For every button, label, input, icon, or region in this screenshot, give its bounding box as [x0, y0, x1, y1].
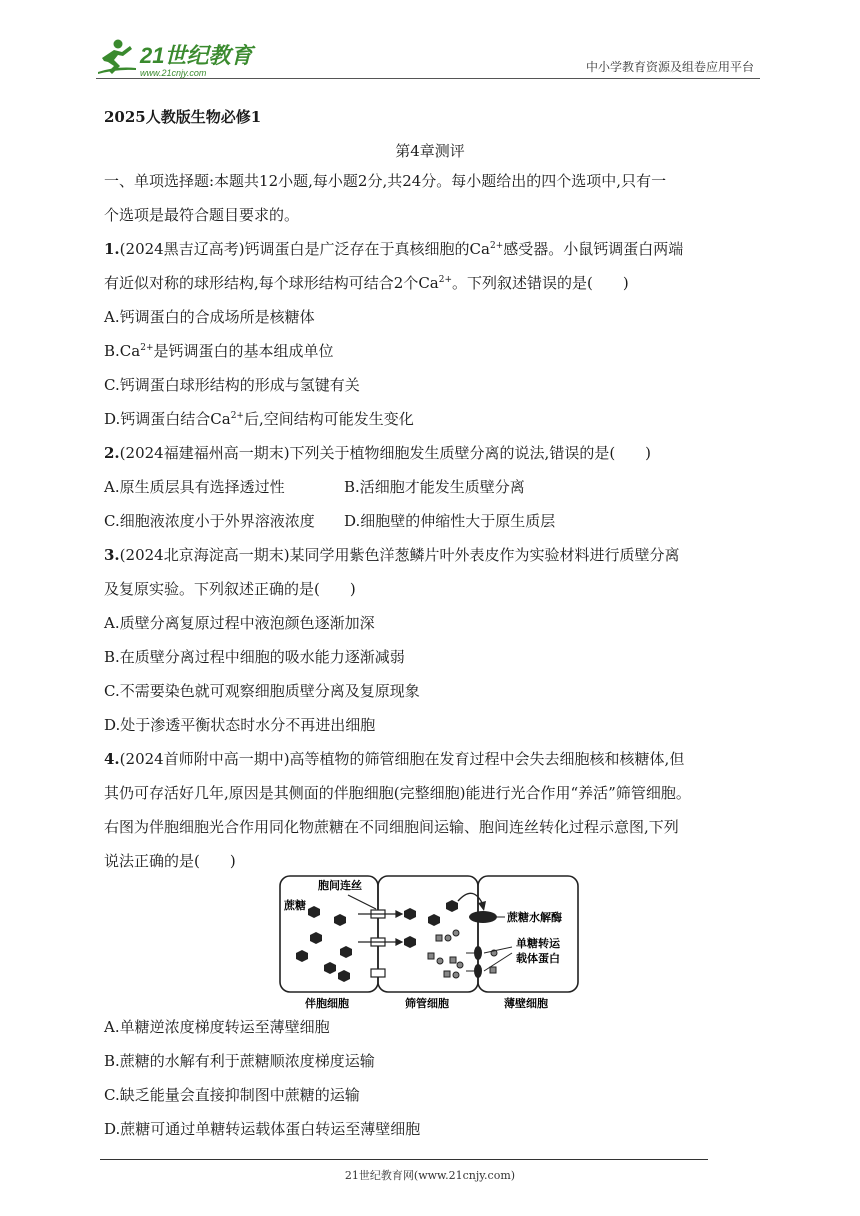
q1-sup-3: 2+ — [140, 343, 154, 353]
q4-option-b: B.蔗糖的水解有利于蔗糖顺浓度梯度运输 — [104, 1052, 375, 1070]
label-transporter-line-2: 载体蛋白 — [516, 952, 560, 965]
q4-stem-line-2: 其仍可存活好几年,原因是其侧面的伴胞细胞(完整细胞)能进行光合作用“养活”筛管细胞。 — [104, 784, 691, 802]
q1-stem-line-1 — [104, 238, 683, 260]
q2-option-c: C.细胞液浓度小于外界溶液浓度 — [104, 512, 315, 530]
q3-option-c: C.不需要染色就可观察细胞质壁分离及复原现象 — [104, 682, 420, 700]
header-divider — [96, 78, 760, 79]
document-title: 2025人教版生物必修1 — [104, 108, 262, 126]
sucrose-transport-diagram — [278, 873, 580, 1014]
q1-sup-2: 2+ — [438, 275, 453, 285]
q2-stem-text: (2024福建福州高一期末)下列关于植物细胞发生质壁分离的说法,错误的是( ) — [119, 444, 652, 462]
q1-sup-4: 2+ — [230, 411, 244, 421]
section-intro-line-1: 一、单项选择题:本题共12小题,每小题2分,共24分。每小题给出的四个选项中,只有一 — [104, 172, 667, 190]
invertase-enzyme — [469, 911, 497, 923]
q1-number: 1. — [104, 240, 120, 258]
label-companion-cell: 伴胞细胞 — [305, 997, 349, 1010]
q4-option-a: A.单糖逆浓度梯度转运至薄壁细胞 — [104, 1018, 330, 1036]
q1-option-d-part1: D.钙调蛋白结合Ca — [104, 410, 231, 428]
hydrolysis-arrowhead — [478, 901, 486, 911]
q1-stem-1b: 感受器。小鼠钙调蛋白两端 — [503, 240, 684, 258]
q1-stem-line-2 — [104, 272, 629, 294]
q3-option-b: B.在质壁分离过程中细胞的吸水能力逐渐减弱 — [104, 648, 405, 666]
q1-option-d — [104, 408, 414, 430]
label-sucrose: 蔗糖 — [284, 899, 306, 912]
label-invertase: 蔗糖水解酶 — [507, 911, 562, 924]
q1-option-b — [104, 340, 334, 362]
chapter-title: 第4章测评 — [395, 142, 465, 160]
q3-option-d: D.处于渗透平衡状态时水分不再进出细胞 — [104, 716, 376, 734]
site-logo — [96, 36, 266, 80]
monosaccharides — [428, 930, 497, 978]
sieve-tube-cell — [378, 876, 478, 992]
q1-option-d-part2: 后,空间结构可能发生变化 — [243, 410, 414, 428]
q3-stem-line-1 — [104, 544, 680, 566]
q3-stem-line-2: 及复原实验。下列叙述正确的是( ) — [104, 580, 356, 598]
q2-option-b: B.活细胞才能发生质壁分离 — [344, 478, 525, 496]
q4-option-d: D.蔗糖可通过单糖转运载体蛋白转运至薄壁细胞 — [104, 1120, 421, 1138]
q1-option-b-part2: 是钙调蛋白的基本组成单位 — [153, 342, 334, 360]
q1-option-b-part1: B.Ca — [104, 342, 141, 360]
parenchyma-cell — [478, 876, 578, 992]
logo-main-text: 21世纪教育 — [140, 43, 253, 68]
label-plasmodesmata: 胞间连丝 — [318, 879, 362, 892]
q3-option-a: A.质壁分离复原过程中液泡颜色逐渐加深 — [104, 614, 375, 632]
q1-sup-1: 2+ — [489, 241, 504, 251]
transporter-pointers — [466, 947, 512, 971]
q2-number: 2. — [104, 444, 120, 462]
logo-url-text: www.21cnjy.com — [140, 68, 207, 78]
q2-option-a: A.原生质层具有选择透过性 — [104, 478, 285, 496]
q1-option-c: C.钙调蛋白球形结构的形成与氢键有关 — [104, 376, 360, 394]
label-sieve-tube-cell: 筛管细胞 — [405, 997, 449, 1010]
q1-stem-2b: 。下列叙述错误的是( ) — [452, 274, 629, 292]
q2-stem — [104, 442, 651, 464]
platform-label: 中小学教育资源及组卷应用平台 — [585, 60, 754, 74]
q4-option-c: C.缺乏能量会直接抑制图中蔗糖的运输 — [104, 1086, 360, 1104]
q1-stem-2a: 有近似对称的球形结构,每个球形结构可结合2个Ca — [104, 274, 439, 292]
section-intro-line-2: 个选项是最符合题目要求的。 — [104, 206, 300, 224]
q1-option-a: A.钙调蛋白的合成场所是核糖体 — [104, 308, 315, 326]
q4-stem-line-3: 右图为伴胞细胞光合作用同化物蔗糖在不同细胞间运输、胞间连丝转化过程示意图,下列 — [104, 818, 679, 836]
companion-cell — [280, 876, 378, 992]
q3-stem-1: (2024北京海淀高一期末)某同学用紫色洋葱鳞片叶外表皮作为实验材料进行质壁分离 — [119, 546, 680, 564]
q4-stem-line-1 — [104, 748, 684, 770]
q4-number: 4. — [104, 750, 120, 768]
footer-text: 21世纪教育网(www.21cnjy.com) — [344, 1169, 516, 1182]
footer-divider — [100, 1159, 708, 1160]
q1-stem-1a: (2024黑吉辽高考)钙调蛋白是广泛存在于真核细胞的Ca — [119, 240, 490, 258]
q4-stem-1: (2024首师附中高一期中)高等植物的筛管细胞在发育过程中会失去细胞核和核糖体,但 — [119, 750, 685, 768]
label-transporter-line-1: 单糖转运 — [516, 937, 560, 950]
q3-number: 3. — [104, 546, 120, 564]
q4-stem-line-4: 说法正确的是( ) — [104, 852, 236, 870]
label-parenchyma-cell: 薄壁细胞 — [504, 997, 548, 1010]
q2-option-d: D.细胞壁的伸缩性大于原生质层 — [344, 512, 556, 530]
